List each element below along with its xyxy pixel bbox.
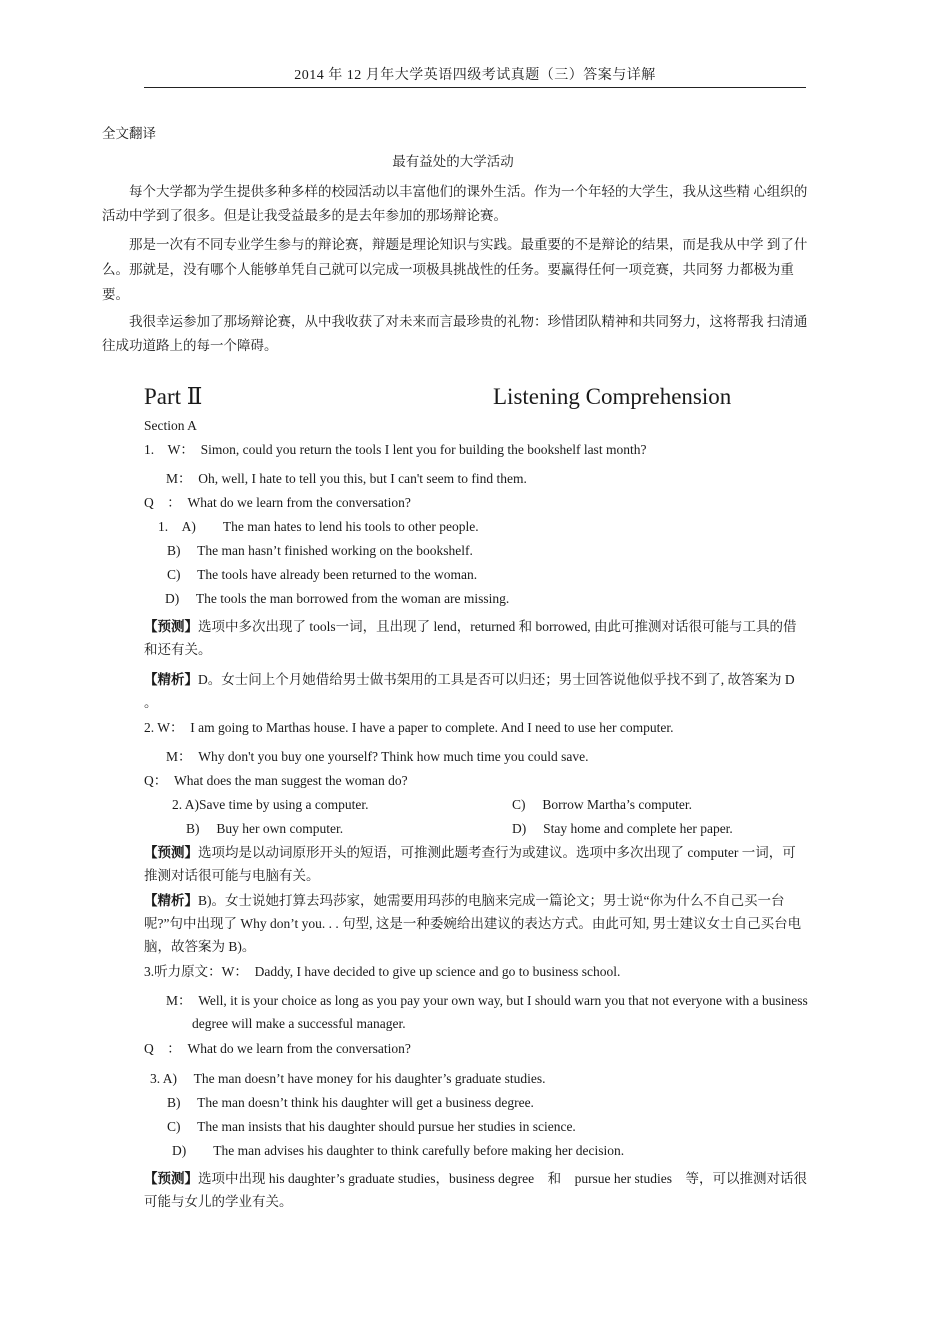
translation-paragraph-1: 每个大学都为学生提供多种多样的校园活动以丰富他们的课外生活。作为一个年轻的大学生，我从这些精 心组织的活动中学到了很多。但是让我受益最多的是去年参加的那场辩论赛。 — [102, 184, 808, 223]
q2-question: Q： What does the man suggest the woman do? — [144, 773, 408, 788]
q1-option-a: 1. A) The man hates to lend his tools to other people. — [158, 519, 479, 534]
header-rule — [144, 87, 806, 88]
page-header: 2014 年 12 月年大学英语四级考试真题（三）答案与详解 — [294, 68, 656, 83]
q1-prediction — [144, 615, 808, 661]
q2-prediction — [144, 841, 808, 887]
q3-prediction — [144, 1167, 808, 1213]
prediction-text: 选项均是以动词原形开头的短语，可推测此题考查行为或建议。选项中多次出现了 computer 一词，可推测对话很可能与电脑有关。 — [144, 845, 796, 883]
q3-option-b: B) The man doesn’t think his daughter will get a business degree. — [167, 1095, 534, 1110]
q2-man-line: M： Why don't you buy one yourself? Think how much time you could save. — [166, 749, 589, 764]
q1-man-line: M： Oh, well, I hate to tell you this, but I can't seem to find them. — [166, 471, 527, 486]
prediction-text: 选项中多次出现了 tools一词，且出现了 lend，returned 和 borrowed, 由此可推测对话很可能与工具的借和还有关。 — [144, 619, 797, 657]
q3-option-a: 3. A) The man doesn’t have money for his daughter’s graduate studies. — [150, 1071, 546, 1086]
q2-option-a: 2. A)Save time by using a computer. — [172, 797, 369, 812]
analysis-tag: 【精析】 — [144, 893, 198, 908]
translation-label: 全文翻译 — [102, 126, 156, 141]
q2-woman-line: 2. W： I am going to Marthas house. I have a paper to complete. And I need to use her computer. — [144, 720, 674, 735]
q1-option-c: C) The tools have already been returned to the woman. — [167, 567, 478, 582]
analysis-text: D。女士问上个月她借给男士做书架用的工具是否可以归还；男士回答说他似乎找不到了, 故答案为 D 。 — [144, 672, 795, 710]
q1-question: Q ： What do we learn from the conversation? — [144, 495, 411, 510]
q1-analysis — [144, 668, 808, 714]
q3-woman-line: 3.听力原文：W： Daddy, I have decided to give up science and go to business school. — [144, 964, 621, 979]
q3-option-d: D) The man advises his daughter to think carefully before making her decision. — [172, 1143, 625, 1158]
q1-woman-line: 1. W： Simon, could you return the tools I lent you for building the bookshelf last month? — [144, 442, 647, 457]
translation-title: 最有益处的大学活动 — [392, 154, 514, 169]
q2-option-d: D) Stay home and complete her paper. — [512, 821, 733, 836]
q2-analysis — [144, 889, 808, 958]
q3-option-c: C) The man insists that his daughter should pursue her studies in science. — [167, 1119, 576, 1134]
q2-option-c: C) Borrow Martha’s computer. — [512, 797, 692, 812]
translation-paragraph-2: 那是一次有不同专业学生参与的辩论赛，辩题是理论知识与实践。最重要的不是辩论的结果，而是我从中学 到了什么。那就是，没有哪个人能够单凭自己就可以完成一项极具挑战性的任务。要赢得任何一项竞赛，共同努 力都极为重要。 — [102, 237, 808, 302]
translation-paragraph-3: 我很幸运参加了那场辩论赛，从中我收获了对未来而言最珍贵的礼物：珍惜团队精神和共同努力，这将帮我 扫清通往成功道路上的每一个障碍。 — [102, 314, 808, 353]
q1-option-b: B) The man hasn’t finished working on the bookshelf. — [167, 543, 473, 558]
q3-man-line: M： Well, it is your choice as long as you pay your own way, but I should warn you that not everyone with a business degree will make a successful manager. — [166, 993, 808, 1031]
section-label: Section A — [144, 418, 197, 433]
prediction-tag: 【预测】 — [144, 619, 198, 634]
q1-option-d: D) The tools the man borrowed from the woman are missing. — [165, 591, 510, 606]
analysis-tag: 【精析】 — [144, 672, 198, 687]
prediction-tag: 【预测】 — [144, 845, 198, 860]
q2-option-b: B) Buy her own computer. — [186, 821, 344, 836]
analysis-text: B)。女士说她打算去玛莎家，她需要用玛莎的电脑来完成一篇论文；男士说“你为什么不自己买一台呢?”句中出现了 Why don’t you. . . 句型, 这是一种委婉给出建议的表达方式。由此可知, 男士建议女士自己买台电脑，故答案为 B)。 — [144, 893, 802, 954]
prediction-tag: 【预测】 — [144, 1171, 198, 1186]
part-number: Part Ⅱ — [144, 384, 203, 409]
q3-question: Q ： What do we learn from the conversation? — [144, 1041, 411, 1056]
part-name: Listening Comprehension — [493, 384, 732, 409]
prediction-text: 选项中出现 his daughter’s graduate studies，business degree 和 pursue her studies 等，可以推测对话很可能与女儿的学业有关。 — [144, 1171, 808, 1209]
